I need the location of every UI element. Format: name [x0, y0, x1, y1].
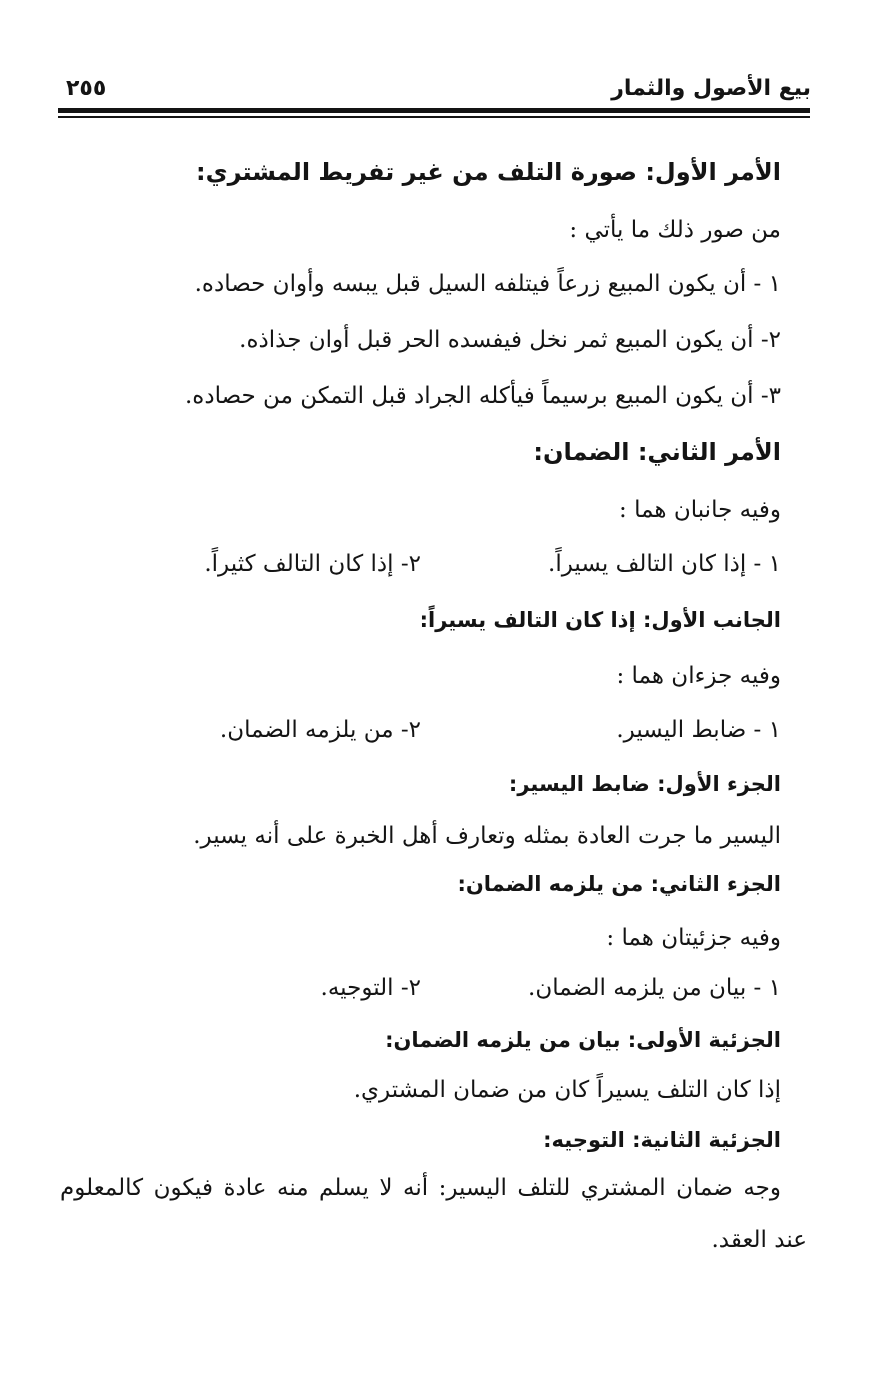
page-number: ٢٥٥	[66, 76, 107, 101]
heading-second-part: الجزء الثاني: من يلزمه الضمان:	[457, 872, 781, 896]
form-item-2: ٢- أن يكون المبيع ثمر نخل فيفسده الحر قبل أوان جذاذه.	[239, 327, 781, 353]
heading-first-subpart: الجزئية الأولى: بيان من يلزمه الضمان:	[385, 1028, 781, 1052]
header-rule-thick	[58, 108, 810, 113]
form-item-1: ١ - أن يكون المبيع زرعاً فيتلفه السيل قبل يبسه وأوان حصاده.	[194, 271, 781, 297]
intro-forms: من صور ذلك ما يأتي :	[569, 217, 781, 243]
definition-text: اليسير ما جرت العادة بمثله وتعارف أهل الخبرة على أنه يسير.	[193, 823, 781, 849]
ruling-text: إذا كان التلف يسيراً كان من ضمان المشتري.	[353, 1077, 781, 1103]
intro-subparts: وفيه جزئيتان هما :	[606, 925, 781, 951]
side-item-2: ٢- إذا كان التالف كثيراً.	[204, 551, 421, 577]
running-header-title: بيع الأصول والثمار	[611, 76, 811, 101]
part-item-2: ٢- من يلزمه الضمان.	[219, 717, 421, 743]
side-item-1: ١ - إذا كان التالف يسيراً.	[548, 551, 781, 577]
reason-line-1: وجه ضمان المشتري للتلف اليسير: أنه لا يسلم منه عادة فيكون كالمعلوم	[60, 1175, 781, 1201]
heading-second-subpart: الجزئية الثانية: التوجيه:	[543, 1128, 781, 1152]
subpart-item-1: ١ - بيان من يلزمه الضمان.	[528, 975, 781, 1001]
subpart-item-2: ٢- التوجيه.	[320, 975, 421, 1001]
part-item-1: ١ - ضابط اليسير.	[616, 717, 781, 743]
header-rule-thin	[58, 116, 810, 118]
heading-first-matter: الأمر الأول: صورة التلف من غير تفريط المشتري:	[195, 158, 781, 186]
form-item-3: ٣- أن يكون المبيع برسيماً فيأكله الجراد قبل التمكن من حصاده.	[184, 383, 781, 409]
heading-first-part: الجزء الأول: ضابط اليسير:	[508, 772, 781, 796]
heading-first-side: الجانب الأول: إذا كان التالف يسيراً:	[419, 608, 781, 632]
reason-line-2: عند العقد.	[711, 1227, 807, 1253]
heading-second-matter: الأمر الثاني: الضمان:	[533, 438, 781, 466]
intro-parts: وفيه جزءان هما :	[616, 663, 781, 689]
intro-sides: وفيه جانبان هما :	[619, 497, 781, 523]
